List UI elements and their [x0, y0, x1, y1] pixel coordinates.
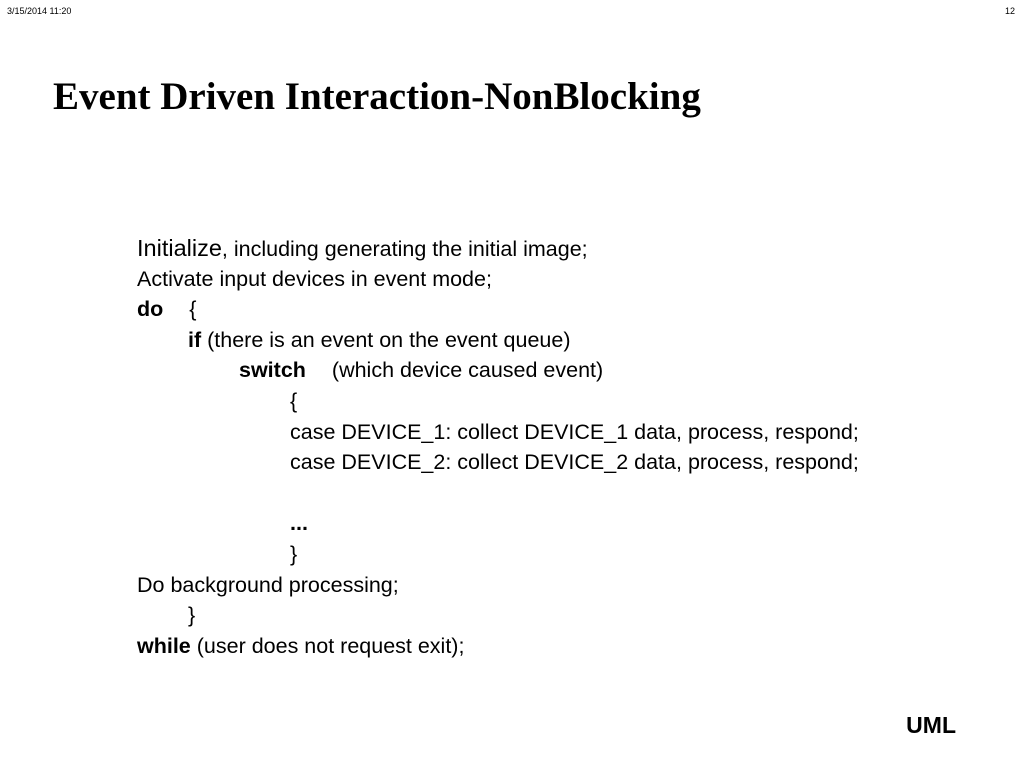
code-line-switch	[137, 355, 997, 386]
code-line-open-brace: {	[290, 388, 298, 413]
slide-title: Event Driven Interaction-NonBlocking	[53, 75, 701, 118]
slide-page-number: 12	[1004, 6, 1015, 16]
while-condition: (user does not request exit);	[196, 633, 465, 658]
slide-date-time: 3/15/2014 11:20	[7, 6, 72, 16]
code-line-case-device-1: case DEVICE_1: collect DEVICE_1 data, process, respond;	[290, 419, 859, 444]
while-keyword: while	[137, 633, 191, 658]
pseudocode-block	[137, 233, 997, 661]
code-line-if	[137, 325, 997, 356]
code-line-case-device-2: case DEVICE_2: collect DEVICE_2 data, process, respond;	[290, 450, 859, 475]
do-keyword: do	[137, 297, 164, 322]
if-condition: (there is an event on the event queue)	[207, 327, 571, 352]
code-line-while	[137, 631, 997, 662]
footer-label: UML	[906, 712, 956, 738]
switch-keyword: switch	[239, 358, 306, 383]
switch-expression: (which device caused event)	[331, 358, 604, 383]
initialize-rest: , including generating the initial image;	[221, 237, 588, 261]
if-keyword: if	[188, 327, 202, 352]
code-line-ellipsis: ...	[290, 511, 308, 536]
code-line-close-brace: }	[290, 541, 298, 566]
code-line-activate: Activate input devices in event mode;	[137, 266, 492, 291]
initialize-word: Initialize	[137, 235, 222, 261]
code-line-background: Do background processing;	[137, 572, 399, 597]
do-brace: {	[189, 297, 197, 322]
code-line-do	[137, 294, 997, 325]
code-line-close-do-brace: }	[188, 603, 196, 628]
code-line-blank	[137, 478, 997, 509]
code-line-initialize	[137, 233, 997, 264]
